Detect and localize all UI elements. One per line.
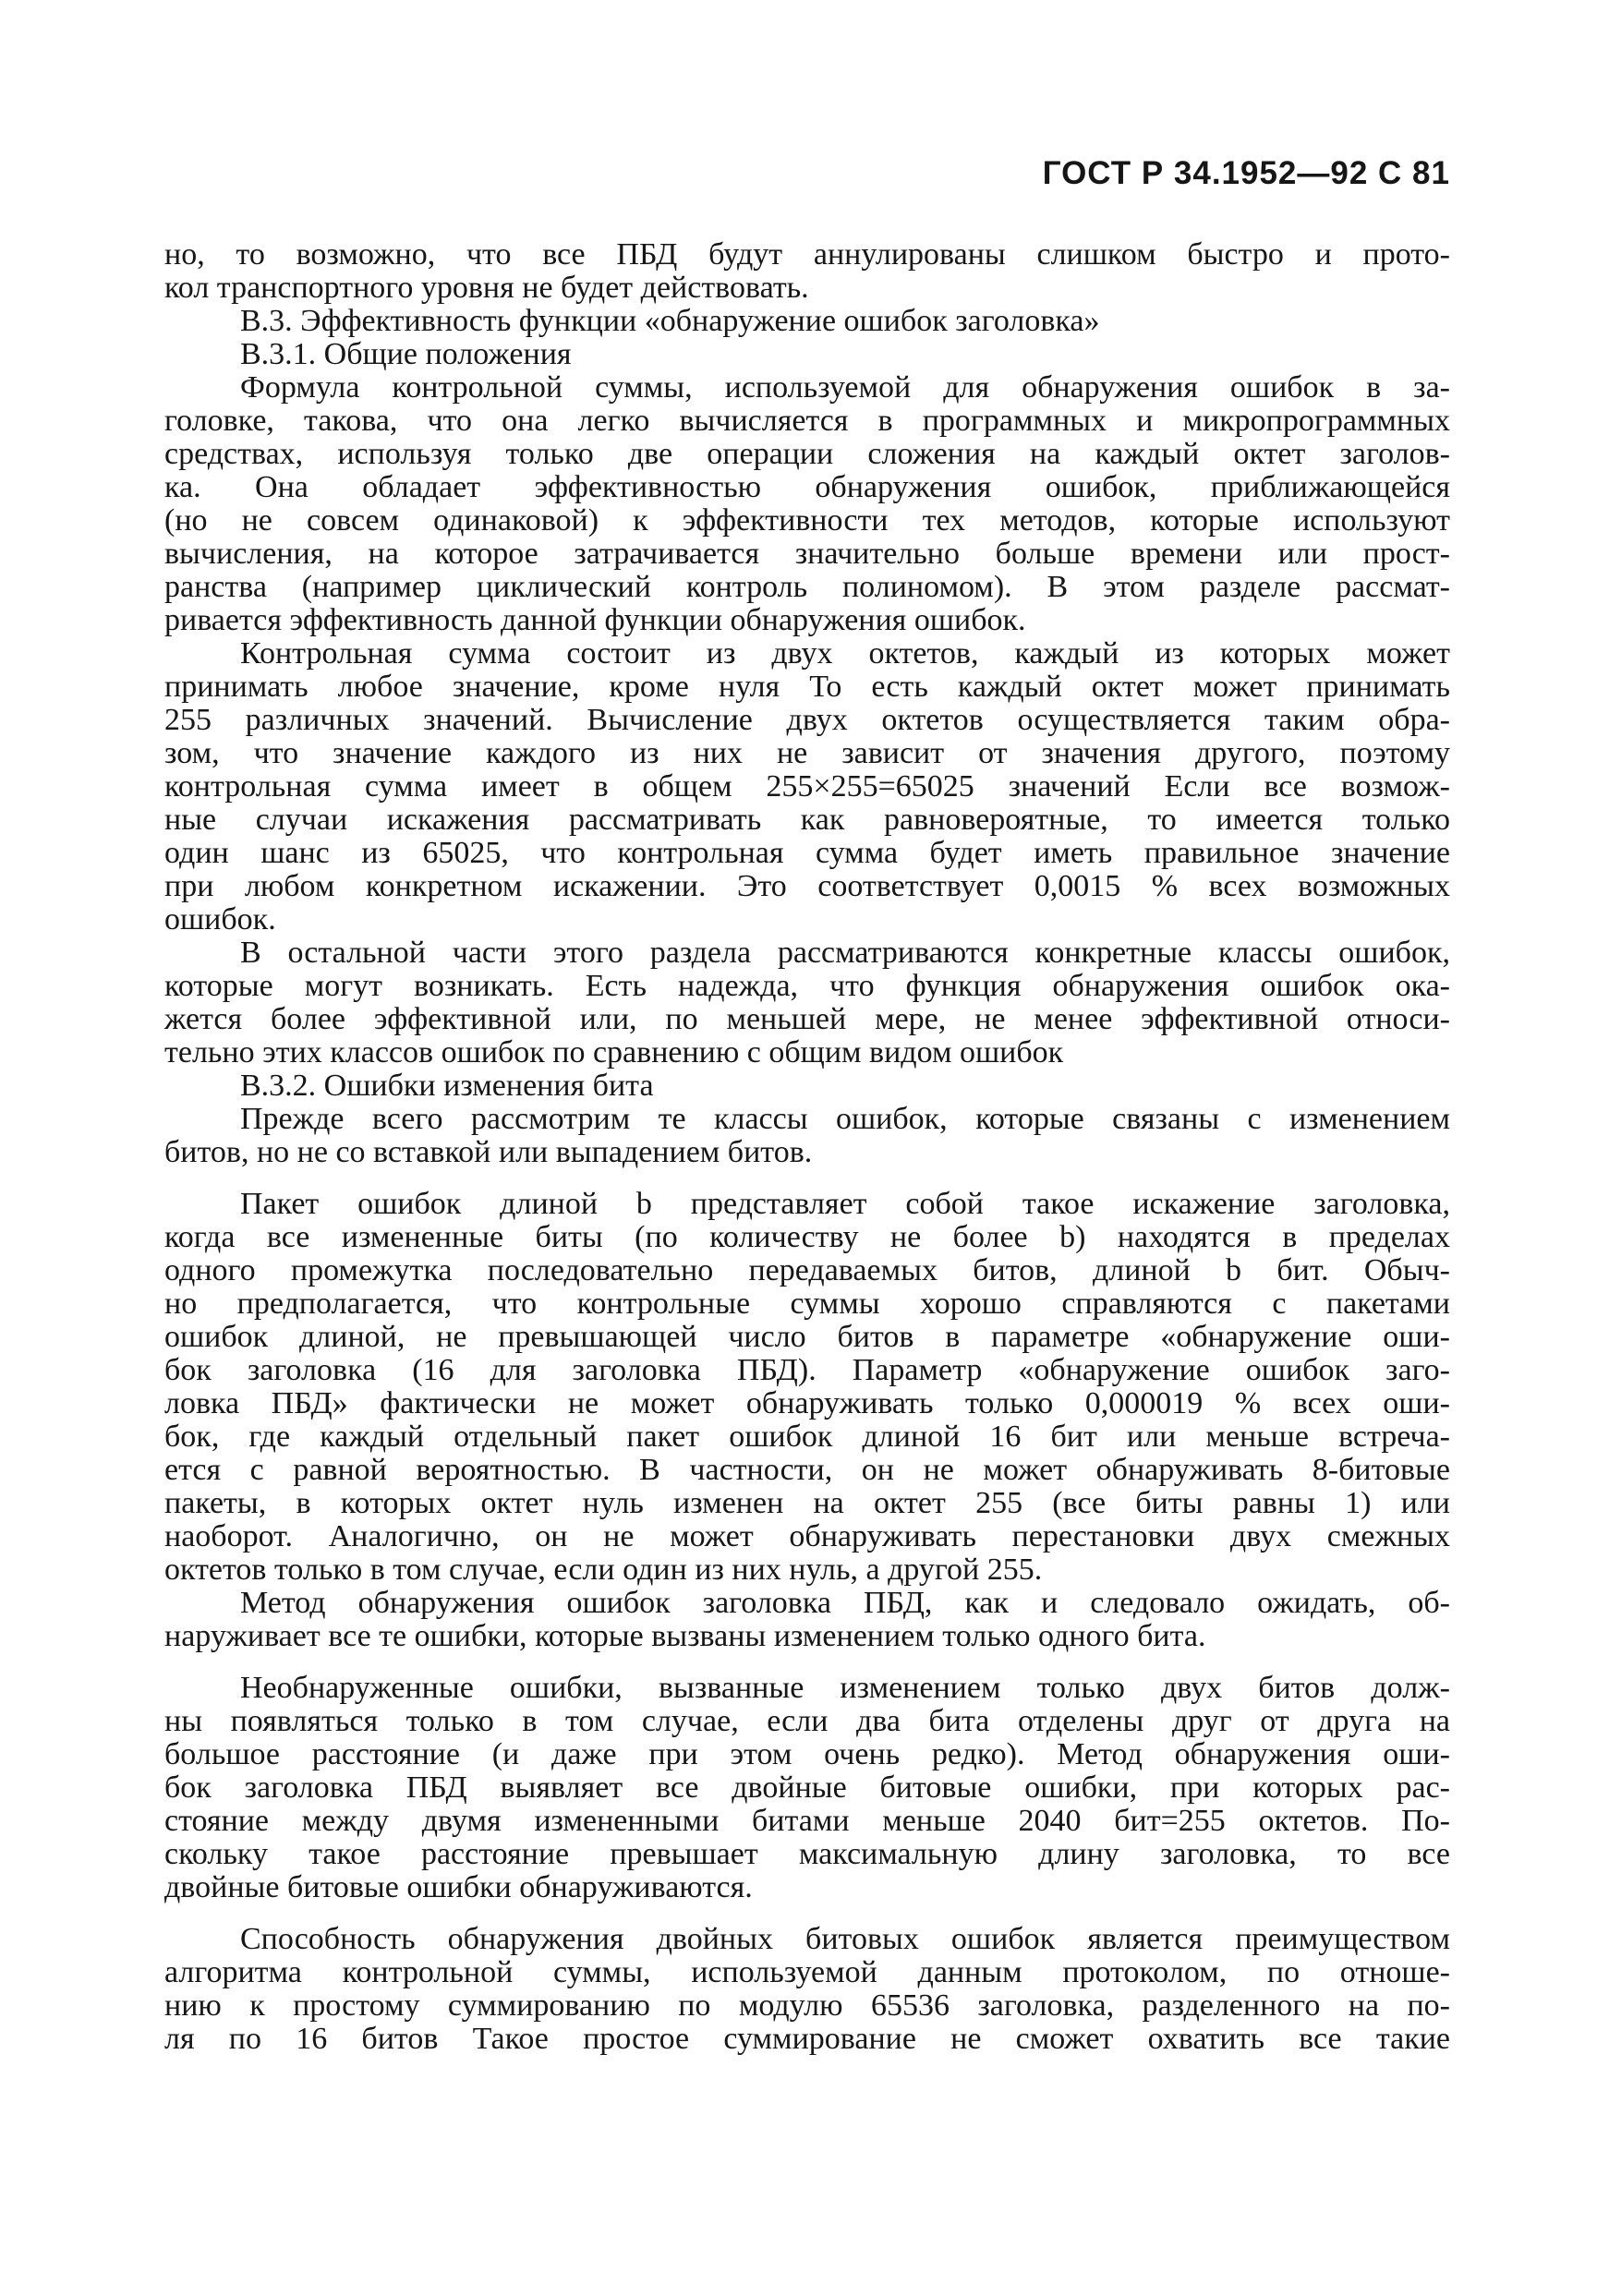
text-line: вычисления, на которое затрачивается значительно больше времени или прост- bbox=[164, 537, 1450, 571]
text-line: ошибок. bbox=[164, 902, 276, 937]
text-line: ные случаи искажения рассматривать как равновероятные, то имеется только bbox=[164, 803, 1450, 837]
text-line: В.3.2. Ошибки изменения бита bbox=[240, 1069, 654, 1103]
text-line: 255 различных значений. Вычисление двух октетов осуществляется таким обра- bbox=[164, 703, 1450, 737]
text-line: жется более эффективной или, по меньшей мере, не менее эффективной относи- bbox=[164, 1002, 1450, 1036]
text-line: нию к простому суммированию по модулю 65536 заголовка, разделенного на по- bbox=[164, 1988, 1450, 2023]
text-line: бок заголовка ПБД выявляет все двойные битовые ошибки, при которых рас- bbox=[164, 1770, 1450, 1805]
text-line: средствах, используя только две операции сложения на каждый октет заголов- bbox=[164, 437, 1450, 471]
text-line: когда все измененные биты (по количеству не более b) находятся в пределах bbox=[164, 1220, 1450, 1254]
text-line: но предполагается, что контрольные суммы хорошо справляются с пакетами bbox=[164, 1287, 1450, 1321]
text-line: которые могут возникать. Есть надежда, что функция обнаружения ошибок ока- bbox=[164, 969, 1450, 1003]
text-line: (но не совсем одинаковой) к эффективности тех методов, которые используют bbox=[164, 503, 1450, 538]
text-line: алгоритма контрольной суммы, используемой данным протоколом, по отноше- bbox=[164, 1955, 1450, 1989]
running-header: ГОСТ Р 34.1952—92 С 81 bbox=[1042, 155, 1450, 191]
text-line: головке, такова, что она легко вычисляется в программных и микропрограммных bbox=[164, 404, 1450, 438]
text-line: ка. Она обладает эффективностью обнаружения ошибок, приближающейся bbox=[164, 470, 1450, 504]
text-line: ошибок длиной, не превышающей число битов в параметре «обнаружение оши- bbox=[164, 1320, 1450, 1354]
text-line: октетов только в том случае, если один из них нуль, а другой 255. bbox=[164, 1553, 1043, 1587]
text-line: ранства (например циклический контроль полиномом). В этом разделе рассмат- bbox=[164, 570, 1450, 604]
text-line: Способность обнаружения двойных битовых ошибок является преимуществом bbox=[240, 1922, 1450, 1956]
text-line: тельно этих классов ошибок по сравнению с общим видом ошибок bbox=[164, 1035, 1064, 1069]
text-line: скольку такое расстояние превышает максимальную длину заголовка, то все bbox=[164, 1837, 1450, 1871]
text-line: Прежде всего рассмотрим те классы ошибок, которые связаны с изменением bbox=[240, 1102, 1450, 1136]
text-line: двойные битовые ошибки обнаруживаются. bbox=[164, 1870, 753, 1904]
text-line: наоборот. Аналогично, он не может обнаруживать перестановки двух смежных bbox=[164, 1519, 1450, 1553]
text-line: ется с равной вероятностью. В частности, он не может обнаруживать 8-битовые bbox=[164, 1453, 1450, 1487]
text-line: большое расстояние (и даже при этом очень редко). Метод обнаружения оши- bbox=[164, 1737, 1450, 1771]
text-line: ловка ПБД» фактически не может обнаруживать только 0,000019 % всех оши- bbox=[164, 1386, 1450, 1420]
text-line: ны появляться только в том случае, если два бита отделены друг от друга на bbox=[164, 1704, 1450, 1738]
text-line: одного промежутка последовательно передаваемых битов, длиной b бит. Обыч- bbox=[164, 1253, 1450, 1287]
paragraph-gap bbox=[164, 1653, 1450, 1672]
text-line: бок заголовка (16 для заголовка ПБД). Параметр «обнаружение ошибок заго- bbox=[164, 1353, 1450, 1387]
text-line: зом, что значение каждого из них не зависит от значения другого, поэтому bbox=[164, 736, 1450, 770]
text-line: Контрольная сумма состоит из двух октетов, каждый из которых может bbox=[240, 636, 1450, 671]
text-line: Пакет ошибок длиной b представляет собой такое искажение заголовка, bbox=[240, 1187, 1450, 1221]
text-line: стояние между двумя измененными битами меньше 2040 бит=255 октетов. По- bbox=[164, 1804, 1450, 1838]
text-line: контрольная сумма имеет в общем 255×255=65025 значений Если все возмож- bbox=[164, 769, 1450, 804]
text-line: ривается эффективность данной функции обнаружения ошибок. bbox=[164, 603, 1026, 637]
text-line: принимать любое значение, кроме нуля То есть каждый октет может принимать bbox=[164, 670, 1450, 704]
text-line: Необнаруженные ошибки, вызванные изменением только двух битов долж- bbox=[240, 1671, 1450, 1705]
paragraph-gap bbox=[164, 1169, 1450, 1188]
text-line: один шанс из 65025, что контрольная сумма будет иметь правильное значение bbox=[164, 836, 1450, 870]
text-line: при любом конкретном искажении. Это соответствует 0,0015 % всех возможных bbox=[164, 869, 1450, 903]
text-line: наруживает все те ошибки, которые вызваны изменением только одного бита. bbox=[164, 1619, 1206, 1653]
text-line: В.3. Эффективность функции «обнаружение ошибок заголовка» bbox=[240, 304, 1100, 338]
text-line: бок, где каждый отдельный пакет ошибок длиной 16 бит или меньше встреча- bbox=[164, 1420, 1450, 1454]
paragraph-gap bbox=[164, 1904, 1450, 1923]
text-line: битов, но не со вставкой или выпадением битов. bbox=[164, 1135, 813, 1169]
text-line: Метод обнаружения ошибок заголовка ПБД, как и следовало ожидать, об- bbox=[240, 1586, 1450, 1620]
text-line: Формула контрольной суммы, используемой для обнаружения ошибок в за- bbox=[240, 370, 1450, 405]
text-line: пакеты, в которых октет нуль изменен на октет 255 (все биты равны 1) или bbox=[164, 1486, 1450, 1520]
text-line: но, то возможно, что все ПБД будут аннулированы слишком быстро и прото- bbox=[164, 237, 1450, 272]
text-line: В остальной части этого раздела рассматриваются конкретные классы ошибок, bbox=[240, 936, 1450, 970]
body-text bbox=[164, 238, 1450, 2056]
text-line: В.3.1. Общие положения bbox=[240, 337, 572, 371]
text-line: ля по 16 битов Такое простое суммирование не сможет охватить все такие bbox=[164, 2022, 1450, 2056]
text-line: кол транспортного уровня не будет действовать. bbox=[164, 271, 809, 305]
